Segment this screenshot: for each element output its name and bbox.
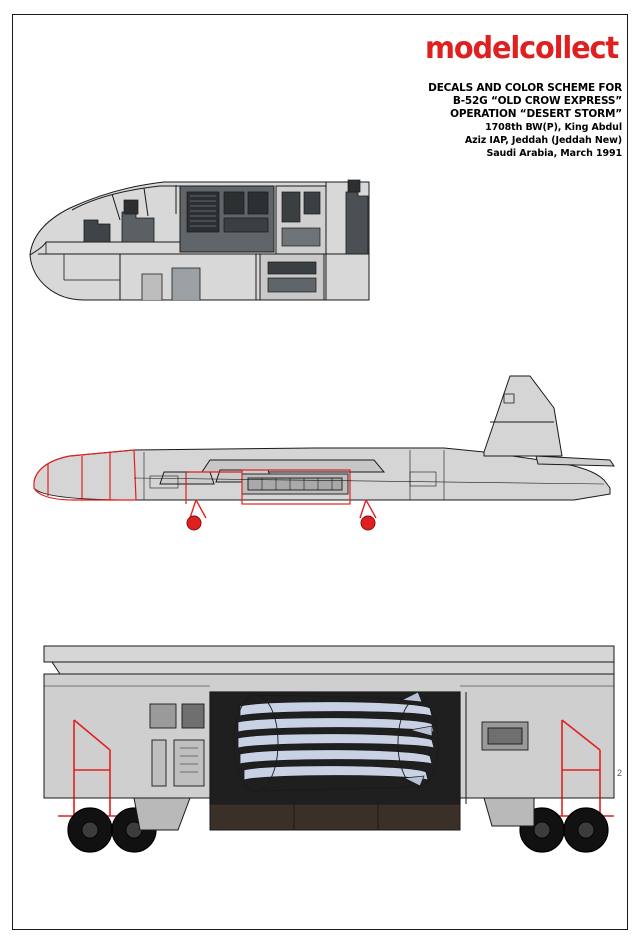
main-display-3 [248,192,268,214]
title-line-6: Saudi Arabia, March 1991 [486,147,622,159]
vertical-stabilizer [484,376,562,456]
title-line-2: B-52G “OLD CROW EXPRESS” [452,95,622,108]
horizontal-stabilizer [536,456,614,466]
wing-band-upper [44,646,614,662]
bay-door-3 [378,804,460,830]
gear-fairing-rear [484,798,534,826]
lower-rack-1 [268,262,316,274]
nav-seat-right [172,268,200,300]
lower-equipment-bay [260,254,324,300]
instrument-panel-group [180,186,274,252]
brand-logo-text: modelcollect [425,31,618,66]
gear-fairing-front [134,798,190,830]
brand-logo [421,31,622,66]
equipment-box-1 [150,704,176,728]
gear-wheel-aft [361,516,375,530]
aft-equipment-detail [488,728,522,744]
gear-wheel-forward [187,516,201,530]
headrest [124,200,138,214]
bay-door-1 [210,804,294,830]
hub-rear-2 [578,822,594,838]
equipment-box-2 [182,704,204,728]
weapons-bay-detail-drawing [14,630,626,860]
engine-pod-inboard-left [160,472,214,484]
title-line-5: Aziz IAP, Jeddah (Jeddah New) [464,134,622,146]
ew-rack-1 [282,192,300,222]
title-line-1: DECALS AND COLOR SCHEME FOR [428,82,622,94]
title-line-4: 1708th BW(P), King Abdul [485,122,622,134]
nav-seat-left [142,274,162,300]
main-display-2 [224,192,244,214]
hub-rear-1 [534,822,550,838]
ew-station-group [276,186,326,254]
equipment-box-4 [174,740,204,786]
equipment-box-3 [152,740,166,786]
hub-front-1 [82,822,98,838]
lower-rack-2 [268,278,316,292]
aircraft-side-profile-drawing [14,360,626,560]
aft-headrest [348,180,360,192]
page-corner-mark: 2 [616,768,622,778]
ew-console [282,228,320,246]
title-block [332,82,622,159]
ew-rack-2 [304,192,320,214]
cockpit-cutaway-drawing [24,150,424,340]
wing-band-lower [52,662,614,674]
title-line-3: OPERATION “DESERT STORM” [450,108,622,121]
console-strip [224,218,268,232]
aft-seat [346,192,368,254]
bay-door-2 [294,804,378,830]
